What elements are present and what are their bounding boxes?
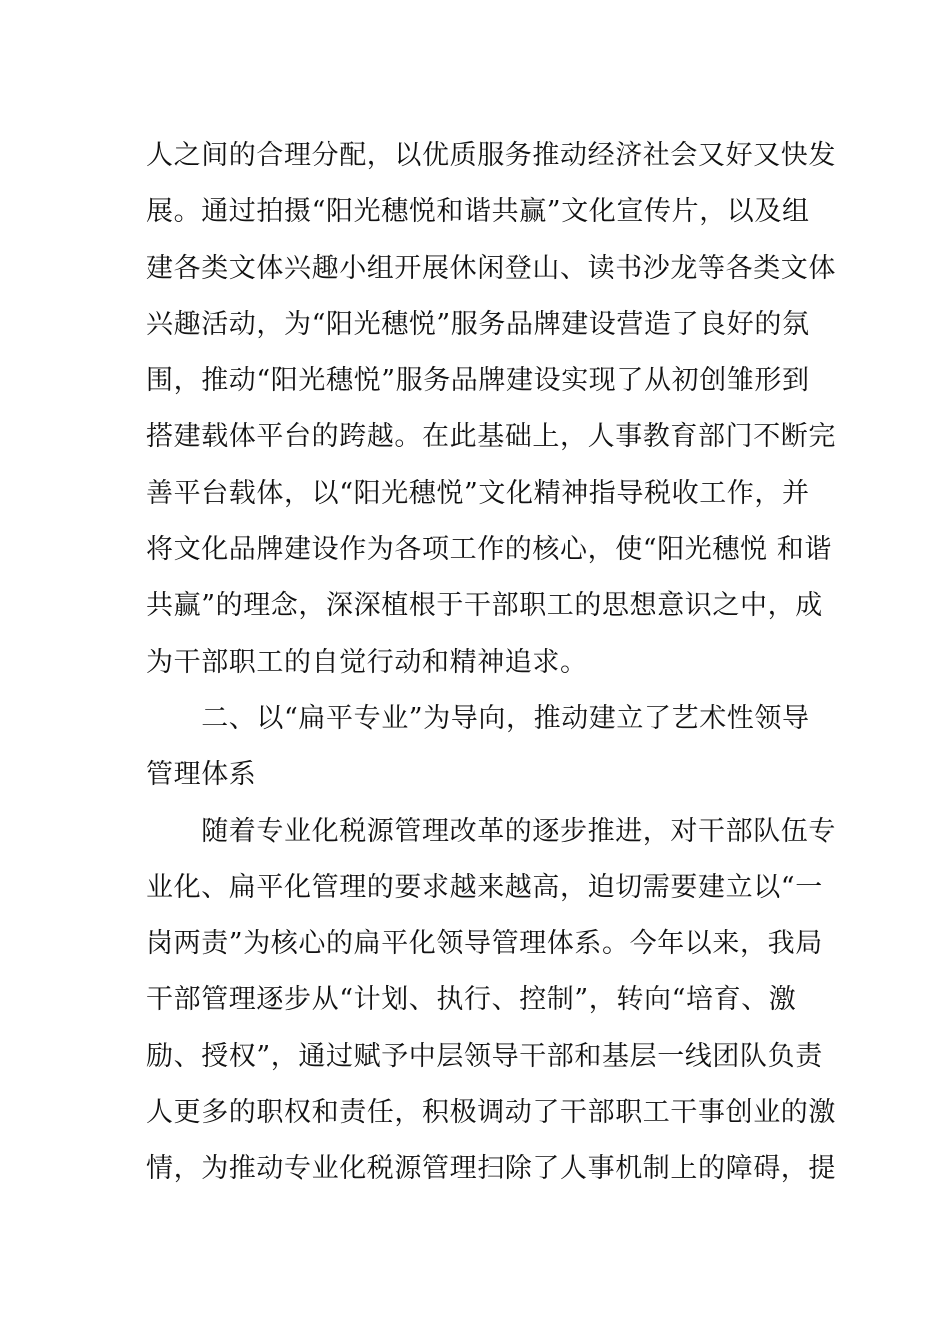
text-line: 展。通过拍摄“阳光穗悦和谐共赢”文化宣传片，以及组: [146, 196, 810, 228]
text-line: 随着专业化税源管理改革的逐步推进，对干部队伍专: [146, 815, 836, 847]
text-line: 围，推动“阳光穗悦”服务品牌建设实现了从初创雏形到: [146, 365, 810, 397]
text-line: 善平台载体，以“阳光穗悦”文化精神指导税收工作，并: [146, 477, 810, 509]
text-line: 兴趣活动，为“阳光穗悦”服务品牌建设营造了良好的氛: [146, 308, 810, 340]
text-line: 人之间的合理分配，以优质服务推动经济社会又好又快发: [146, 140, 836, 171]
body-text: [146, 128, 836, 1198]
text-line: 共赢”的理念，深深植根于干部职工的思想意识之中，成: [146, 590, 823, 622]
text-line: 建各类文体兴趣小组开展休闲登山、读书沙龙等各类文体: [146, 252, 836, 284]
text-line: 情，为推动专业化税源管理扫除了人事机制上的障碍，提: [146, 1153, 836, 1185]
text-line: 励、授权”，通过赋予中层领导干部和基层一线团队负责: [146, 1040, 823, 1072]
text-line: 业化、扁平化管理的要求越来越高，迫切需要建立以“一: [146, 871, 823, 903]
section-heading-line: 管理体系: [146, 759, 257, 791]
text-line: 搭建载体平台的跨越。在此基础上，人事教育部门不断完: [146, 421, 836, 453]
text-line: 人更多的职权和责任，积极调动了干部职工干事创业的激: [146, 1097, 836, 1129]
text-line: 岗两责”为核心的扁平化领导管理体系。今年以来，我局: [146, 928, 823, 960]
section-heading-line: 二、以“扁平专业”为导向，推动建立了艺术性领导: [146, 702, 810, 734]
text-line: 将文化品牌建设作为各项工作的核心，使“阳光穗悦 和谐: [146, 534, 832, 566]
text-line: 为干部职工的自觉行动和精神追求。: [146, 646, 588, 678]
text-line: 干部管理逐步从“计划、执行、控制”，转向“培育、激: [146, 984, 797, 1016]
